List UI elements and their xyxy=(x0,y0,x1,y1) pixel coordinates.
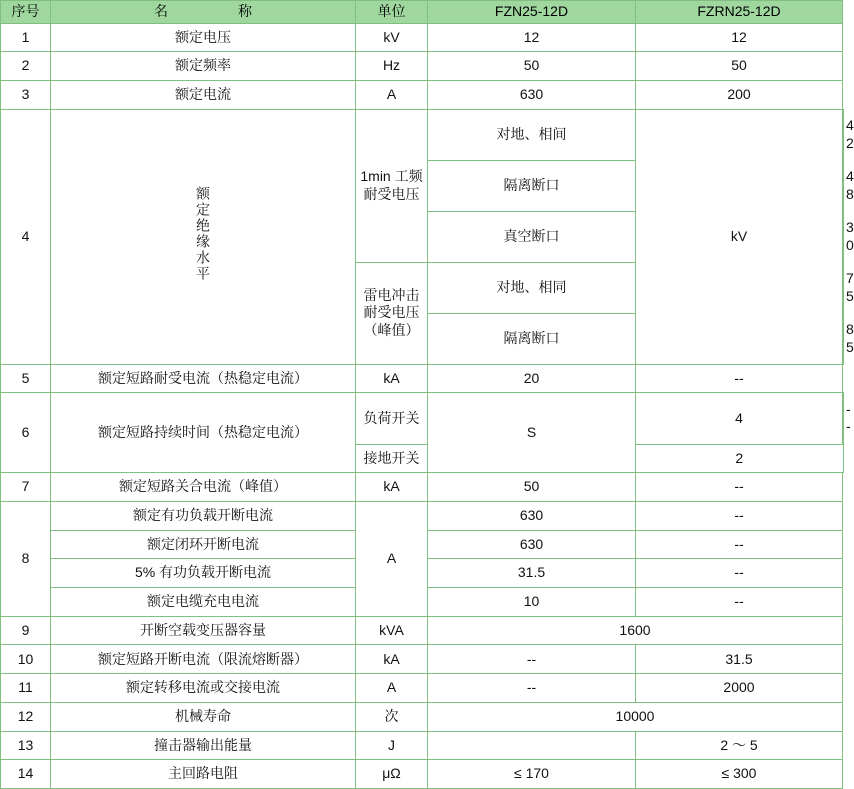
sub-row-value-model-2: -- xyxy=(636,530,843,559)
row-no: 4 xyxy=(1,109,51,364)
row-unit: μΩ xyxy=(356,760,428,789)
sub-row-value: 30 xyxy=(843,211,844,262)
row-no: 3 xyxy=(1,80,51,109)
row-no: 13 xyxy=(1,731,51,760)
row-no: 14 xyxy=(1,760,51,789)
header-cell-model-2: FZRN25-12D xyxy=(636,1,843,24)
row-name: 额定短路持续时间（热稳定电流） xyxy=(51,393,356,473)
row-value-model-2: 200 xyxy=(636,80,843,109)
header-cell-name: 名 称 xyxy=(51,1,356,24)
row-name: 额定短路关合电流（峰值） xyxy=(51,473,356,502)
table-row xyxy=(1,109,844,160)
sub-row-label: 额定电缆充电电流 xyxy=(51,588,356,617)
sub-row-label: 真空断口 xyxy=(428,211,636,262)
header-cell-unit: 单位 xyxy=(356,1,428,24)
row-name: 额定频率 xyxy=(51,52,356,81)
sub-row-label: 对地、相间 xyxy=(428,109,636,160)
sub-row-value-model-1: 10 xyxy=(428,588,636,617)
sub-row-label: 额定闭环开断电流 xyxy=(51,530,356,559)
row-no: 11 xyxy=(1,674,51,703)
subgroup-label: 1min 工频耐受电压 xyxy=(356,109,428,262)
row-name: 额定电压 xyxy=(51,23,356,52)
row-name: 额定短路开断电流（限流熔断器） xyxy=(51,645,356,674)
sub-row-value-model-1: 630 xyxy=(428,530,636,559)
row-no: 6 xyxy=(1,393,51,473)
sub-row-label: 5% 有功负载开断电流 xyxy=(51,559,356,588)
sub-row-label: 隔离断口 xyxy=(428,160,636,211)
row-value-model-1: 630 xyxy=(428,80,636,109)
row-value-shared: 1600 xyxy=(428,616,843,645)
row-value-model-2: -- xyxy=(636,473,843,502)
row-value-model-1 xyxy=(428,731,636,760)
row-name: 额定短路耐受电流（热稳定电流） xyxy=(51,364,356,393)
row-unit: 次 xyxy=(356,702,428,731)
row-no: 7 xyxy=(1,473,51,502)
table-row xyxy=(1,393,844,444)
sub-row-value-model-2: -- xyxy=(636,559,843,588)
row-value-model-2: ≤ 300 xyxy=(636,760,843,789)
row-no: 10 xyxy=(1,645,51,674)
sub-row-label: 隔离断口 xyxy=(428,313,636,364)
table-row xyxy=(1,645,844,674)
sub-row-value: 48 xyxy=(843,160,844,211)
table-row xyxy=(1,702,844,731)
table-row xyxy=(1,674,844,703)
subgroup-label: 雷电冲击耐受电压（峰值） xyxy=(356,262,428,364)
row-name: 撞击器输出能量 xyxy=(51,731,356,760)
row-value-model-2: 50 xyxy=(636,52,843,81)
row-no: 8 xyxy=(1,501,51,616)
row-unit: A xyxy=(356,674,428,703)
sub-row-value-model-2: -- xyxy=(636,501,843,530)
row-value-model-1: 50 xyxy=(428,473,636,502)
row-unit: A xyxy=(356,501,428,616)
table-row xyxy=(1,616,844,645)
sub-row-value: 75 xyxy=(843,262,844,313)
table-row xyxy=(1,23,844,52)
row-unit: Hz xyxy=(356,52,428,81)
sub-row-label: 接地开关 xyxy=(356,444,428,473)
sub-row-value-model-1: 31.5 xyxy=(428,559,636,588)
row-value-model-2: 12 xyxy=(636,23,843,52)
table-body xyxy=(1,23,854,789)
table-row xyxy=(1,731,844,760)
row-value-model-1: 20 xyxy=(428,364,636,393)
sub-row-label: 额定有功负载开断电流 xyxy=(51,501,356,530)
row-name: 额定电流 xyxy=(51,80,356,109)
row-unit: kVA xyxy=(356,616,428,645)
row-value-model-2: -- xyxy=(636,364,843,393)
sub-row-value: 85 xyxy=(843,313,844,364)
row-no: 5 xyxy=(1,364,51,393)
table-row xyxy=(1,364,844,393)
row-no: 9 xyxy=(1,616,51,645)
table-header xyxy=(1,1,844,24)
header-cell-model-1: FZN25-12D xyxy=(428,1,636,24)
row-name: 主回路电阻 xyxy=(51,760,356,789)
row-value-model-2: 31.5 xyxy=(636,645,843,674)
row-value-shared: 10000 xyxy=(428,702,843,731)
row-unit: kA xyxy=(356,473,428,502)
row-no: 12 xyxy=(1,702,51,731)
row-value-model-1: ≤ 170 xyxy=(428,760,636,789)
row-name: 额定转移电流或交接电流 xyxy=(51,674,356,703)
sub-row-value: 2 xyxy=(636,444,844,473)
row-name: 开断空载变压器容量 xyxy=(51,616,356,645)
row-unit: kV xyxy=(636,109,843,364)
row-value-model-1: 12 xyxy=(428,23,636,52)
row-value-model-1: -- xyxy=(428,674,636,703)
row-value-model-2: 2000 xyxy=(636,674,843,703)
row-group-label: 额定绝缘水平 xyxy=(51,109,356,364)
table-row xyxy=(1,52,844,81)
row-unit: J xyxy=(356,731,428,760)
sub-row-label: 对地、相同 xyxy=(428,262,636,313)
row-unit: S xyxy=(428,393,636,473)
row-unit: kA xyxy=(356,645,428,674)
row-no: 1 xyxy=(1,23,51,52)
sub-row-value-model-1: 4 xyxy=(636,393,843,444)
table-row xyxy=(1,501,844,530)
sub-row-value-model-1: 630 xyxy=(428,501,636,530)
header-row xyxy=(1,1,844,24)
row-unit: kA xyxy=(356,364,428,393)
row-unit: A xyxy=(356,80,428,109)
table-row xyxy=(1,760,844,789)
row-value-model-1: 50 xyxy=(428,52,636,81)
table-row xyxy=(1,473,844,502)
row-value-model-2: 2 ～ 5 xyxy=(636,731,843,760)
sub-row-label: 负荷开关 xyxy=(356,393,428,444)
table-row xyxy=(1,80,844,109)
row-name: 机械寿命 xyxy=(51,702,356,731)
header-cell-no: 序号 xyxy=(1,1,51,24)
sub-row-value-model-2: -- xyxy=(636,588,843,617)
sub-row-value-model-2: -- xyxy=(846,400,851,435)
sub-row-value: 42 xyxy=(843,109,844,160)
row-no: 2 xyxy=(1,52,51,81)
row-unit: kV xyxy=(356,23,428,52)
row-value-model-1: -- xyxy=(428,645,636,674)
